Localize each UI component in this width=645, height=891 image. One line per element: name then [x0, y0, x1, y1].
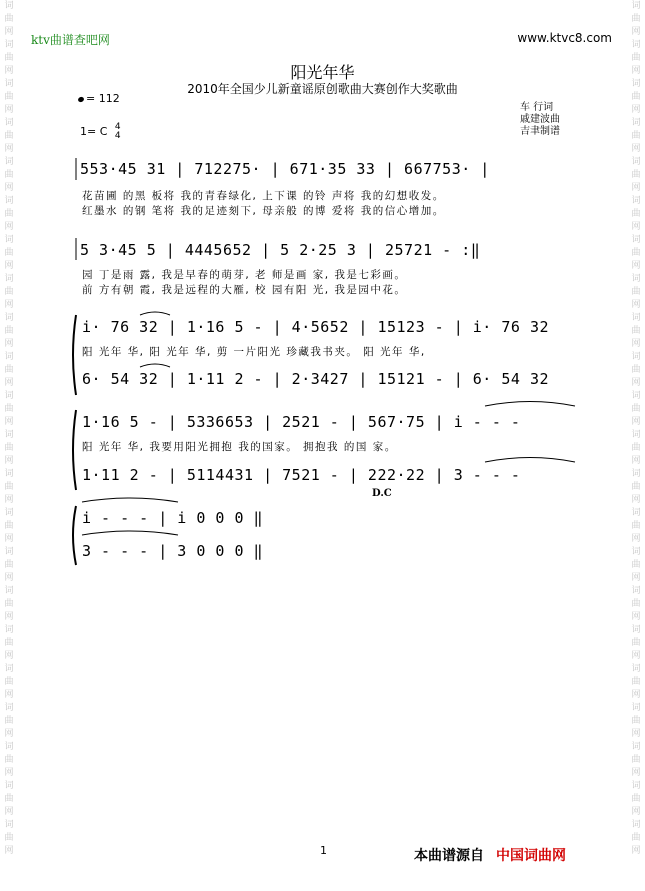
source-credit	[414, 845, 566, 865]
lyric-line-3: 阳 光年 华, 阳 光年 华, 剪 一片阳光 珍藏我书夹。 阳 光年 华,	[82, 346, 426, 358]
site-logo[interactable]: ktv曲谱查吧网	[31, 33, 110, 47]
song-subtitle: 2010年全国少儿新童谣原创歌曲大赛创作大奖歌曲	[187, 82, 458, 96]
lyric-line-4: 阳 光年 华, 我要用阳光拥抱 我的国家。 拥抱我 的国 家。	[82, 441, 397, 453]
composer: 戚建波曲	[520, 114, 560, 125]
key-signature: 1= C 4 4	[80, 122, 121, 141]
arranger: 吉聿制谱	[520, 126, 560, 137]
page-number: 1	[320, 844, 327, 857]
lyric-line-1b: 红墨水 的钢 笔将 我的足迹刻下, 母亲般 的博 爱将 我的信心增加。	[82, 205, 445, 217]
lyric-line-2b: 前 方有朝 霞, 我是远程的大雁, 校 园有阳 光, 我是园中花。	[82, 284, 407, 296]
notation-line-3-lower: 6· 54 32 | 1·11 2 - | 2·3427 | 15121 - | 6· 54 32	[82, 370, 550, 388]
side-watermark-right: 词曲网词曲网词曲网词曲网词曲网词曲网词曲网词曲网词曲网词曲网词曲网词曲网词曲网词曲网词曲网词曲网词曲网词曲网词曲网词曲网词曲网词曲网	[631, 1, 641, 856]
da-capo-marking: D.C	[372, 488, 392, 499]
song-title: 阳光年华	[290, 63, 355, 82]
notation-line-2: 5 3·45 5 | 4445652 | 5 2·25 3 | 25721 - :‖	[80, 241, 481, 259]
tempo-marking: = 112	[78, 92, 120, 105]
source-label: 本曲谱源自	[414, 848, 484, 864]
lyricist: 车 行词	[520, 102, 554, 113]
lyric-line-2a: 园 丁是雨 露, 我是早春的萌芽, 老 师是画 家, 我是七彩画。	[82, 269, 407, 281]
notation-line-5-upper: i - - - | i 0 0 0 ‖	[82, 509, 264, 527]
notation-line-4-lower: 1·11 2 - | 5114431 | 7521 - | 222·22 | 3 - - -	[82, 466, 521, 484]
time-signature: 4 4	[114, 122, 121, 141]
notation-line-4-upper: 1·16 5 - | 5336653 | 2521 - | 567·75 | i - - -	[82, 413, 521, 431]
notation-line-5-lower: 3 - - - | 3 0 0 0 ‖	[82, 542, 264, 560]
source-site[interactable]: 中国词曲网	[496, 848, 566, 864]
notation-line-3-upper: i· 76 32 | 1·16 5 - | 4·5652 | 15123 - | i· 76 32	[82, 318, 550, 336]
notation-line-1: 553·45 31 | 712275· | 671·35 33 | 667753· |	[80, 160, 490, 178]
lyric-line-1a: 花苗圃 的黑 板将 我的青春绿化, 上下课 的铃 声将 我的幻想收发。	[82, 190, 445, 202]
side-watermark-left: 词曲网词曲网词曲网词曲网词曲网词曲网词曲网词曲网词曲网词曲网词曲网词曲网词曲网词曲网词曲网词曲网词曲网词曲网词曲网词曲网词曲网词曲网	[4, 1, 14, 856]
site-url[interactable]: www.ktvc8.com	[517, 31, 612, 45]
